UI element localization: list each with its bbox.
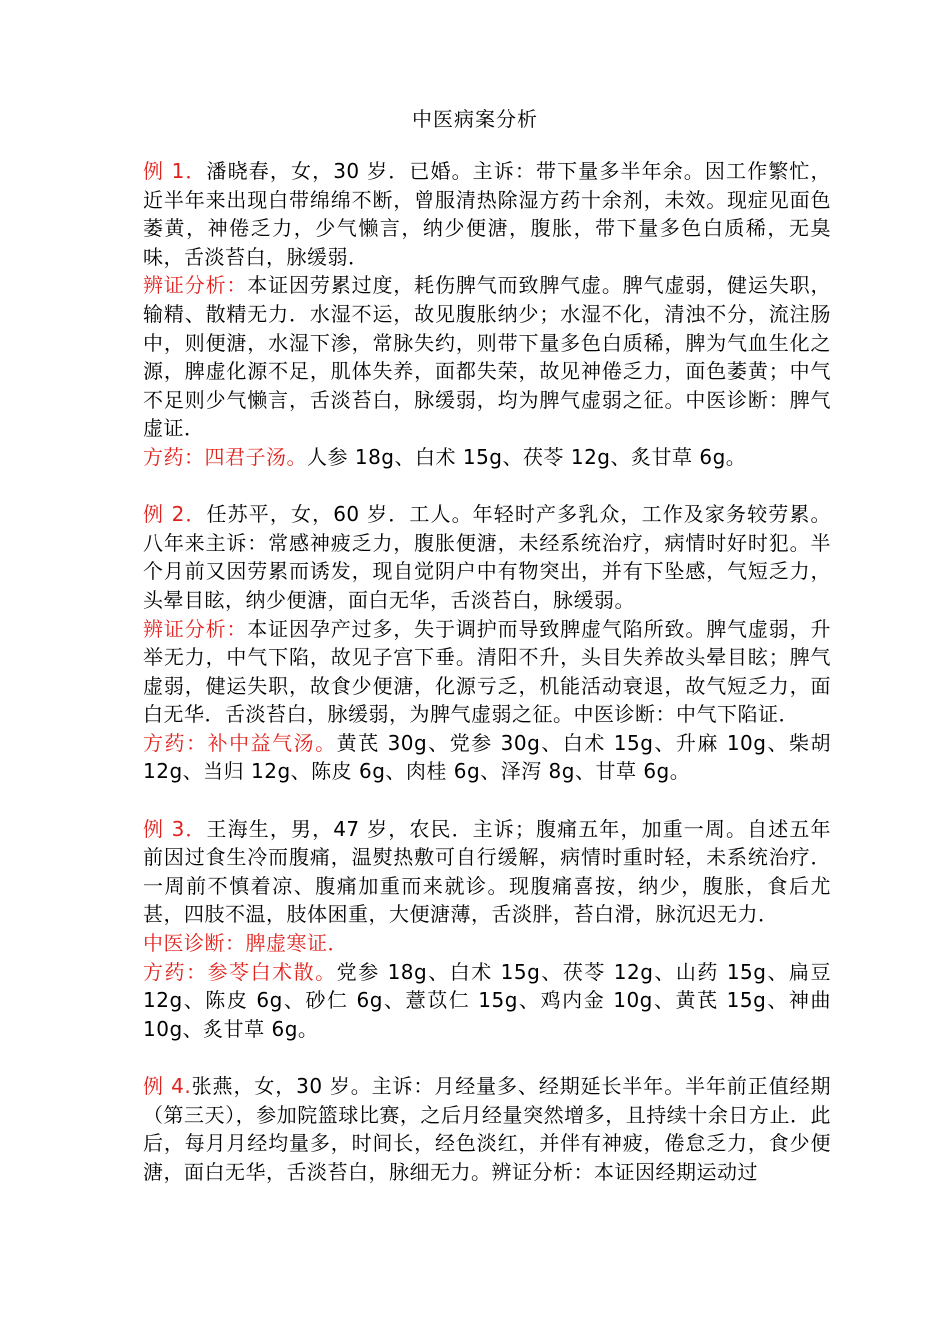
case-2 <box>143 500 831 786</box>
case-4-intro <box>143 1072 831 1186</box>
case-1-intro <box>143 157 831 271</box>
case-2-intro-text: 任苏平，女，60 岁．工人。年轻时产多乳众，工作及家务较劳累。八年来主诉：常感神疲乏力，腹胀便溏，未经系统治疗，病情时好时犯。半个月前又因劳累而诱发，现自觉阴户中有物突出，并有下坠感，气短乏力，头晕目眩，纳少便溏，面白无华，舌淡苔白，脉缓弱。 <box>143 502 831 612</box>
case-3 <box>143 815 831 1044</box>
case-3-rx-name: 参苓白术散。 <box>207 959 337 984</box>
case-2-analysis-text: 本证因孕产过多，失于调护而导致脾虚气陷所致。脾气虚弱，升举无力，中气下陷，故见子宫下垂。清阳不升，头目失养故头晕目眩；脾气虚弱，健运失职，故食少便溏，化源亏乏，机能活动衰退，故气短乏力，面白无华．舌淡苔白，脉缓弱，为脾气虚弱之征。中医诊断：中气下陷证． <box>143 616 831 727</box>
case-1-analysis-text: 本证因劳累过度，耗伤脾气而致脾气虚。脾气虚弱，健运失职，输精、散精无力．水湿不运，故见腹胀纳少；水湿不化，清浊不分，流注肠中，则便溏，水湿下渗，常脉失约，则带下量多色白质稀，脾为气血生化之源，脾虚化源不足，肌体失养，面都失荣，故见神倦乏力，面色萎黄；中气不足则少气懒言，舌淡苔白，脉缓弱，均为脾气虚弱之征。中医诊断：脾气虚证． <box>143 273 831 441</box>
case-1-analysis-label: 辨证分析： <box>143 273 248 298</box>
case-2-rx-label: 方药： <box>143 730 208 755</box>
case-3-label: 例 3． <box>143 816 207 841</box>
case-4 <box>143 1072 831 1186</box>
case-2-rx-text: 黄芪 30g、党参 30g、白术 15g、升麻 10g、柴胡 12g、当归 12g、陈皮 6g、肉桂 6g、泽泻 8g、甘草 6g。 <box>143 730 832 784</box>
case-1 <box>143 157 831 472</box>
document-title: 中医病案分析 <box>412 107 538 131</box>
case-1-rx-label: 方药： <box>143 444 205 469</box>
case-2-intro <box>143 500 831 614</box>
case-1-prescription <box>143 443 831 472</box>
case-2-analysis <box>143 615 831 729</box>
case-3-rx-text: 党参 18g、白术 15g、茯苓 12g、山药 15g、扁豆 12g、陈皮 6g、砂仁 6g、薏苡仁 15g、鸡内金 10g、黄芪 15g、神曲 10g、炙甘草 6g。 <box>143 959 832 1041</box>
case-1-rx-name: 四君子汤。 <box>204 444 307 469</box>
case-4-intro-text: 张燕，女，30 岁。主诉：月经量多、经期延长半年。半年前正值经期（第三天），参加院篮球比赛，之后月经量突然增多，且持续十余日方止．此后，每月月经均量多，时间长，经色淡红，并伴有神疲，倦怠乏力，食少便溏，面白无华，舌淡苔白，脉细无力。辨证分析：本证因经期运动过 <box>143 1074 831 1184</box>
case-2-prescription <box>143 729 831 786</box>
case-3-intro <box>143 815 831 929</box>
document-body <box>143 157 831 1215</box>
case-2-rx-name: 补中益气汤。 <box>207 730 337 755</box>
case-2-label: 例 2． <box>143 502 207 527</box>
case-3-diagnosis: 中医诊断：脾虚寒证． <box>143 931 348 956</box>
case-1-analysis <box>143 271 831 443</box>
case-3-rx-label: 方药： <box>143 959 208 984</box>
case-3-intro-text: 王海生，男，47 岁，农民．主诉；腹痛五年，加重一周。自述五年前因过食生冷而腹痛，温熨热敷可自行缓解，病情时重时轻，未系统治疗．一周前不慎着凉、腹痛加重而来就诊。现腹痛喜按，纳少，腹胀，食后尤甚，四肢不温，肢体困重，大便溏薄，舌淡胖，苔白滑，脉沉迟无力． <box>143 816 831 927</box>
case-1-rx-text: 人参 18g、白术 15g、茯苓 12g、炙甘草 6g。 <box>307 444 747 469</box>
case-4-label: 例 4. <box>143 1074 192 1098</box>
case-2-analysis-label: 辨证分析： <box>143 616 248 641</box>
case-3-prescription <box>143 958 831 1044</box>
case-1-label: 例 1． <box>143 159 207 183</box>
case-1-intro-text: 潘晓春，女，30 岁．已婚。主诉：带下量多半年余。因工作繁忙，近半年来出现白带绵绵不断，曾服清热除湿方药十余剂，未效。现症见面色萎黄，神倦乏力，少气懒言，纳少便溏，腹胀，带下量多色白质稀，无臭味，舌淡苔白，脉缓弱． <box>143 159 831 269</box>
